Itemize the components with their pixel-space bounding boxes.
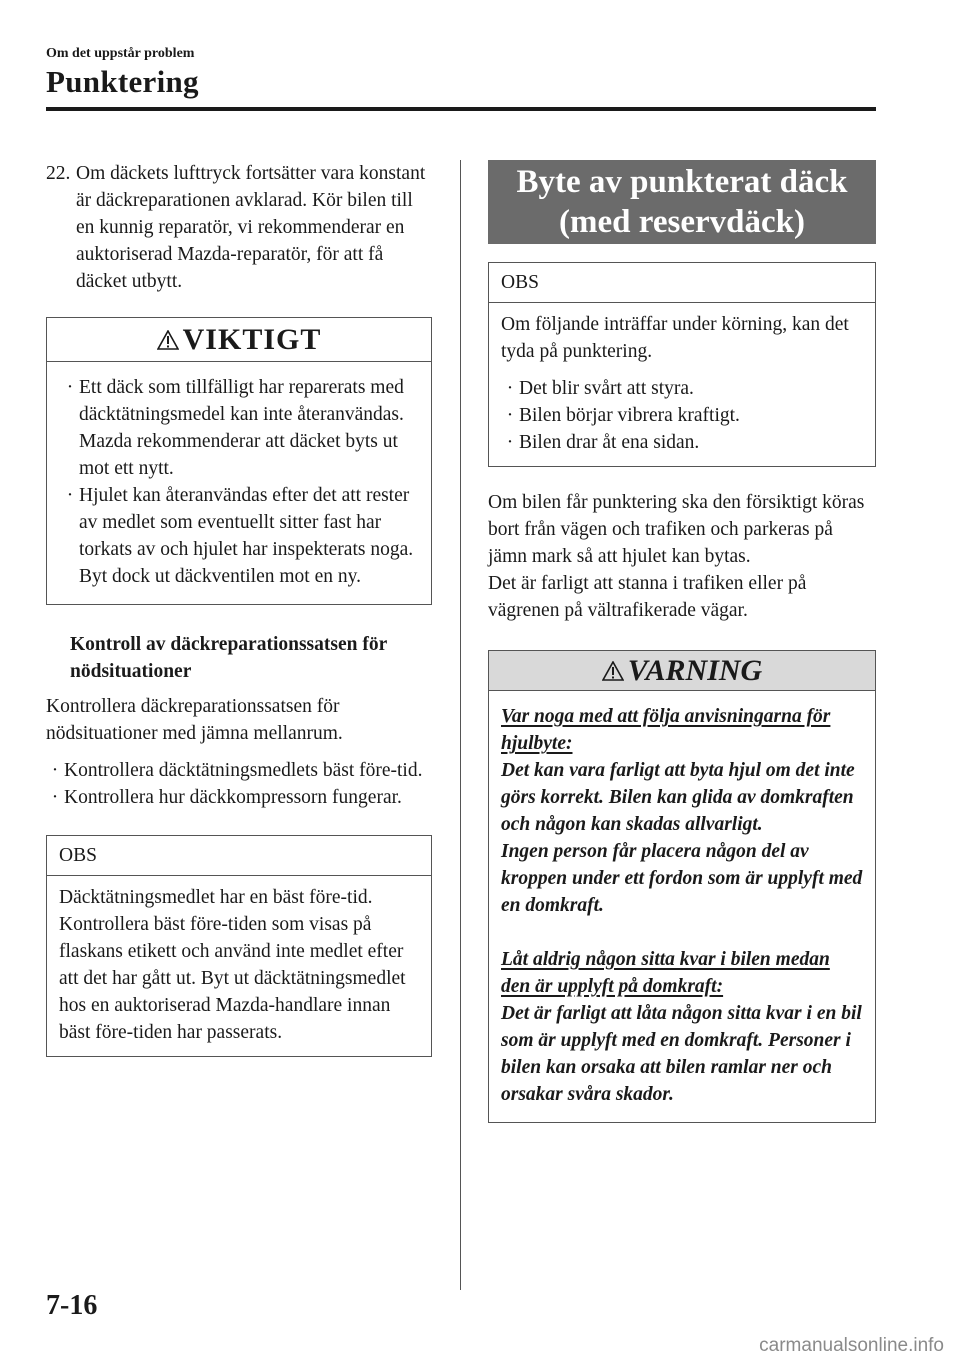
paragraph: Det är farligt att stanna i trafiken eller på vägrenen på vältrafikerade vägar. <box>488 573 807 621</box>
bullet-dot-icon: · <box>66 377 74 398</box>
viktigt-body <box>47 362 431 604</box>
bullet-text: Bilen drar åt ena sidan. <box>519 432 700 453</box>
obs-box-left <box>46 835 432 1057</box>
bullet-dot-icon: · <box>506 432 514 453</box>
check-list <box>46 757 432 811</box>
warning-triangle-icon <box>157 330 179 350</box>
list-item <box>61 482 417 590</box>
header-rule <box>46 107 876 111</box>
bullet-dot-icon: · <box>66 485 74 506</box>
varning-header <box>489 651 875 691</box>
step-22 <box>46 160 432 295</box>
column-divider <box>460 160 461 1290</box>
varning-text: Det är farligt att låta någon sitta kvar i en bil som är upplyft med en domkraft. Personer i bilen kan orsaka att bilen ramlar ner och orsakar svåra skador. <box>501 1003 862 1105</box>
viktigt-title: VIKTIGT <box>182 323 322 356</box>
page-number: 7-16 <box>46 1290 98 1321</box>
varning-text: Det kan vara farligt att byta hjul om det inte görs korrekt. Bilen kan glida av domkraften och någon kan skadas allvarligt. <box>501 760 855 835</box>
varning-body <box>489 691 875 1122</box>
obs-body: Däcktätningsmedlet har en bäst före-tid. Kontrollera bäst före-tiden som visas på flaskans etikett och använd inte medlet efter att det har gått ut. Byt ut däcktätningsmedlet hos en auktoriserad Mazda-handlare innan bäst före-tiden har passerats. <box>59 887 406 1043</box>
section-heading: Punktering <box>46 64 199 99</box>
step-number: 22. <box>46 163 71 184</box>
step-text: Om däckets lufttryck fortsätter vara konstant är däckreparationen avklarad. Kör bilen till en kunnig reparatör, vi rekommenderar en auktoriserad Mazda-reparatör, för att få däcket utbytt. <box>76 163 426 292</box>
section-title-line1: Byte av punkterat däck <box>516 164 848 200</box>
right-column <box>488 160 876 1123</box>
bullet-dot-icon: · <box>51 787 59 808</box>
bullet-dot-icon: · <box>51 760 59 781</box>
section-title-line2: (med reservdäck) <box>559 204 805 240</box>
obs-body <box>489 303 875 466</box>
warning-triangle-icon <box>602 661 624 681</box>
varning-heading: Låt aldrig någon sitta kvar i bilen medan den är upplyft på domkraft: <box>501 949 830 997</box>
list-item <box>61 374 417 482</box>
paragraph: Om bilen får punktering ska den försiktigt köras bort från vägen och trafiken och parkeras på jämn mark så att hjulet kan bytas. <box>488 492 865 567</box>
bullet-text: Kontrollera hur däckkompressorn fungerar. <box>64 787 402 808</box>
paragraph: Kontrollera däckreparationssatsen för nödsituationer med jämna mellanrum. <box>46 696 343 744</box>
symptom-list <box>501 375 863 456</box>
bullet-text: Kontrollera däcktätningsmedlets bäst före-tid. <box>64 760 423 781</box>
varning-title: VARNING <box>627 654 763 687</box>
bullet-text: Det blir svårt att styra. <box>519 378 694 399</box>
bullet-text: Ett däck som tillfälligt har reparerats med däcktätningsmedel kan inte återanvändas. Mazda rekommenderar att däcket byts ut mot ett nytt. <box>79 377 404 479</box>
left-column <box>46 160 432 1057</box>
section-title-banner <box>488 160 876 244</box>
bullet-text: Hjulet kan återanvändas efter det att rester av medlet som eventuellt sitter fast har torkats av och hjulet har inspekterats noga. Byt dock ut däckventilen mot en ny. <box>79 485 414 587</box>
varning-heading: Var noga med att följa anvisningarna för hjulbyte: <box>501 706 831 754</box>
viktigt-box <box>46 317 432 605</box>
obs-header: OBS <box>489 263 875 303</box>
list-item <box>46 757 432 784</box>
list-item <box>501 375 863 402</box>
obs-box-right <box>488 262 876 467</box>
obs-header: OBS <box>47 836 431 876</box>
watermark: carmanualsonline.info <box>759 1335 944 1356</box>
varning-box <box>488 650 876 1123</box>
list-item <box>46 784 432 811</box>
subheading: Kontroll av däckreparationssatsen för nödsituationer <box>70 634 387 682</box>
bullet-text: Bilen börjar vibrera kraftigt. <box>519 405 740 426</box>
spacer <box>501 919 863 946</box>
chapter-label: Om det uppstår problem <box>46 46 195 61</box>
list-item <box>501 402 863 429</box>
bullet-dot-icon: · <box>506 405 514 426</box>
viktigt-header <box>47 318 431 362</box>
obs-intro: Om följande inträffar under körning, kan det tyda på punktering. <box>501 314 849 362</box>
varning-text: Ingen person får placera någon del av kroppen under ett fordon som är upplyft med en domkraft. <box>501 841 863 916</box>
list-item <box>501 429 863 456</box>
bullet-dot-icon: · <box>506 378 514 399</box>
